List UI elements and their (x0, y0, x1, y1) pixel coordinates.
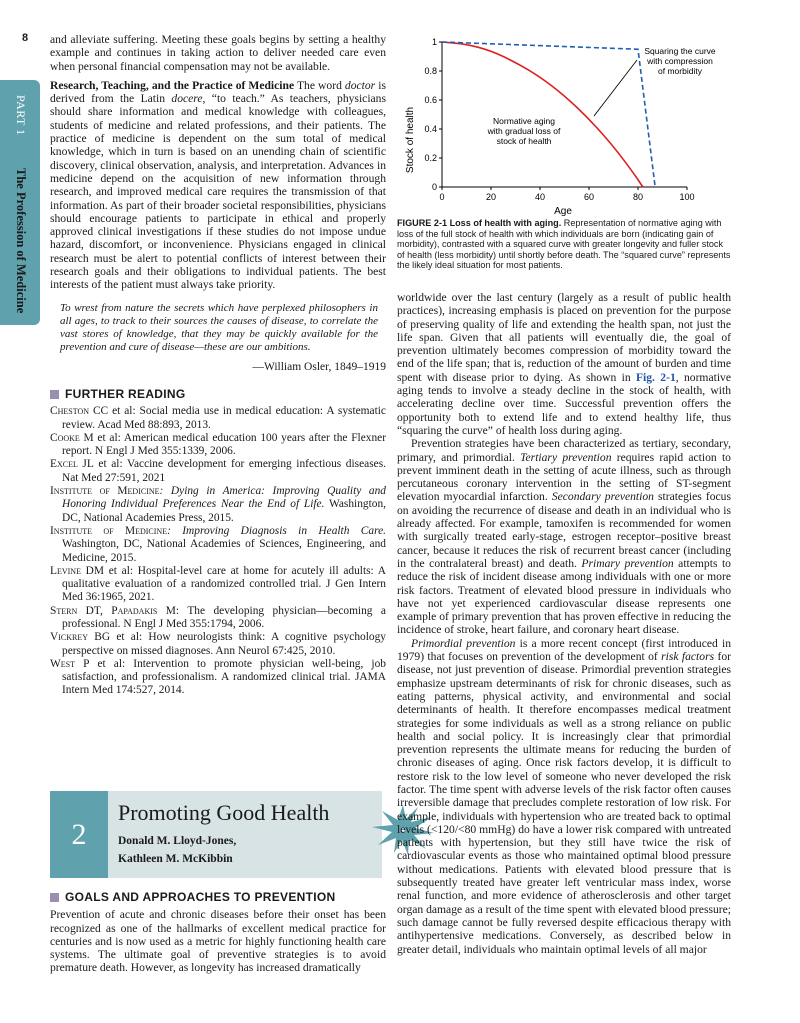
intro-paragraph: and alleviate suffering. Meeting these goals begins by setting a healthy example and continues in taking action to deliver needed care even when personal financial compensation may not be available. (50, 33, 386, 73)
chapter-banner (50, 791, 382, 878)
quote-attribution: —William Osler, 1849–1919 (252, 360, 386, 373)
reference-item: Levine DM et al: Hospital-level care at home for acutely ill adults: A qualitative evaluation of a randomized controlled trial. J Gen Intern Med 36:1965, 2021. (50, 564, 387, 604)
research-paragraph: Research, Teaching, and the Practice of Medicine The word doctor is derived from the Latin docere, “to teach.” As teachers, physicians should share information and medical knowledge with colleagues, students of medicine and related professions, and their patients. The practice of medicine is dependent on the sum total of medical knowledge, which in turn is based on an unending chain of scientific discovery, clinical observation, analysis, and interpretation. Advances in medicine depend on the acquisition of new information through research, and improved medical care requires the transmission of that information. As part of their broader societal responsibilities, physicians should encourage patients to participate in ethical and properly approved clinical investigations if these studies do not impose undue hazard, discomfort, or inconvenience. Physicians engaged in clinical research must be alert to potential conflicts of interest between their research goals and their obligations to individual patients. The best interests of the patient must always take priority. (50, 78, 386, 292)
body-paragraph: worldwide over the last century (largely as a result of public health practices), increasing emphasis is placed on prevention for the purpose of preserving quality of life and extending the health span, not just the life span. Given that all patients will eventually die, the goal of prevention ultimately becomes compression of morbidity toward the end of the life span; that is, reduction of the amount of burden and time spent with disease prior to dying. As shown in Fig. 2-1, normative aging tends to involve a steady decline in the stock of health, with accelerating decline over time. Successful prevention offers the opportunity both to extend life and to extend healthy life, thus “squaring the curve” of health loss during aging. (397, 291, 731, 437)
chapter-number: 2 (50, 791, 108, 878)
further-reading-heading: FURTHER READING (50, 388, 386, 401)
squared-curve-line (442, 42, 655, 187)
reference-item: Institute of Medicine: Improving Diagnosis in Health Care. Washington, DC, National Academies of Sciences, Engineering, and Medicine, 2015. (50, 524, 386, 564)
part-label: PART 1 (14, 95, 28, 136)
svg-text:of morbidity: of morbidity (658, 66, 702, 76)
annotation-normative (487, 116, 561, 146)
x-axis-label: Age (554, 206, 572, 217)
chapter-author: Donald M. Lloyd-Jones, (118, 835, 237, 847)
reference-item: Excel JL et al: Vaccine development for emerging infectious diseases. Nat Med 27:591, 2021 (50, 458, 386, 484)
chapter-title: Promoting Good Health (118, 800, 330, 825)
x-tick-label: 0 (439, 192, 445, 202)
svg-text:Normative aging: Normative aging (493, 116, 555, 126)
normative-aging-curve (442, 42, 643, 187)
part-side-tab (0, 80, 40, 325)
figure-caption: FIGURE 2-1 Loss of health with aging. Representation of normative aging with loss of the full stock of health with which individuals are born (indicating gain of morbidity), contrasted with a squared curve with greater longevity and fuller stock of health (less morbidity) until shortly before death. The “squared curve” represents the likely ideal situation for most patients. (397, 218, 731, 271)
x-tick-label: 40 (534, 192, 546, 202)
reference-item: Stern DT, Papadakis M: The developing physician—becoming a professional. N Engl J Med 355:1794, 2006. (50, 604, 386, 630)
svg-text:with compression: with compression (647, 56, 713, 66)
x-tick-label: 100 (679, 192, 695, 202)
annotation-arrow (594, 60, 637, 116)
y-tick-label: 0 (431, 182, 437, 192)
chapter-author: Kathleen M. McKibbin (118, 853, 233, 865)
svg-text:with gradual loss of: with gradual loss of (487, 126, 561, 136)
figure-link[interactable]: Fig. 2-1 (635, 370, 676, 384)
y-tick-label: 0.4 (424, 124, 437, 134)
x-tick-label: 80 (632, 192, 644, 202)
left-column (50, 33, 386, 698)
y-tick-label: 1 (431, 37, 437, 47)
reference-item: Institute of Medicine: Dying in America: Improving Quality and Honoring Individual Preferences Near the End of Life. Washington, DC, National Academies Press, 2015. (50, 485, 387, 524)
reference-list (50, 405, 386, 698)
reference-item: Vickrey BG et al: How neurologists think: A cognitive psychology perspective on missed diagnoses. Ann Neurol 67:425, 2010. (50, 631, 386, 657)
right-column (397, 291, 731, 956)
x-tick-label: 20 (485, 192, 497, 202)
research-heading: Research, Teaching, and the Practice of Medicine (50, 78, 295, 92)
y-axis-label: Stock of health (405, 106, 416, 174)
y-tick-label: 0.6 (424, 95, 437, 105)
reference-item: Cooke M et al: American medical education 100 years after the Flexner report. N Engl J Med 355:1339, 2006. (50, 431, 386, 458)
x-tick-label: 60 (583, 192, 595, 202)
reference-item: Cheston CC et al: Social media use in medical education: A systematic review. Acad Med 88:893, 2013. (50, 405, 386, 431)
section-square-icon (50, 390, 59, 399)
figure-2-1-chart (397, 30, 731, 230)
body-paragraph: Primordial prevention is a more recent concept (first introduced in 1979) that focuses on prevention of the development of risk factors for disease, not just prevention of disease. Primordial prevention strategies emphasize upstream determinants of risk for chronic diseases, such as eating patterns, physical activity, and environmental and social determinants of health. It therefore encompasses medical treatment strategies for some individuals as well as a strong reliance on public health and social policy. It is increasingly clear that primordial prevention represents the ultimate means for reducing the burden of chronic diseases of aging. Once risk factors develop, it is difficult to restore risk to the low level of someone who never developed the risk factor. The time spent with adverse levels of the risk factor often causes irreversible damage that precludes complete restoration of low risk. For example, individuals with hypertension who are treated back to optimal levels (<120/<80 mmHg) do have a lower risk compared with untreated patients with hypertension, but they still have twice the risk of cardiovascular events as those who maintained optimal blood pressure without medications. Patients with elevated blood pressure that is subsequently treated have greater left ventricular mass index, worse renal function, and more evidence of atherosclerosis and other target organ damage as a result of the time spent with elevated blood pressure; such damage cannot be fully reversed despite efficacious therapy with antihypertensive medications. Conversely, as described below in greater detail, individuals who maintain optimal levels of all major (397, 636, 732, 956)
left-column-lower (50, 891, 386, 975)
osler-quote: To wrest from nature the secrets which have perplexed philosophers in all ages, to track to their sources the causes of disease, to correlate the vast stores of knowledge, that they may be quickly available for the prevention and cure of disease—these are our ambitions. (60, 301, 378, 353)
goals-paragraph: Prevention of acute and chronic diseases before their onset has been recognized as one of the hallmarks of excellent medical practice for centuries and is now used as a metric for highly functioning health care systems. The ultimate goal of preventive strategies is to avoid premature death. However, as longevity has increased dramatically (50, 908, 386, 975)
body-paragraph: Prevention strategies have been characterized as tertiary, secondary, primary, and primordial. Tertiary prevention requires rapid action to prevent imminent death in the setting of acute illness, such as through percutaneous coronary intervention in the setting of ST-segment elevation myocardial infarction. Secondary prevention strategies focus on avoiding the recurrence of disease and death in an individual who is already affected. For example, tamoxifen is recommended for women with surgically treated early-stage, estrogen receptor–positive breast cancer, because it reduces the risk of recurrent breast cancer (including in the contralateral breast) and death. Primary prevention attempts to reduce the risk of incident disease among individuals with one or more risk factors. Treatment of elevated blood pressure in individuals who have not yet experienced cardiovascular disease represents one example of primary prevention that has proven effective in reducing the incidence of stroke, heart failure, and coronary heart disease. (397, 437, 731, 637)
svg-text:Squaring the curve: Squaring the curve (644, 46, 716, 56)
y-tick-label: 0.2 (424, 153, 437, 163)
reference-item: West P et al: Intervention to promote physician well-being, job satisfaction, and professionalism. A randomized clinical trial. JAMA Intern Med 174:527, 2014. (50, 657, 386, 697)
y-tick-label: 0.8 (424, 66, 437, 76)
section-label: The Profession of Medicine (14, 168, 28, 314)
goals-heading: GOALS AND APPROACHES TO PREVENTION (50, 891, 386, 904)
annotation-squared (644, 46, 716, 76)
section-square-icon (50, 893, 59, 902)
page-number: 8 (22, 32, 29, 44)
svg-text:stock of health: stock of health (496, 136, 552, 146)
